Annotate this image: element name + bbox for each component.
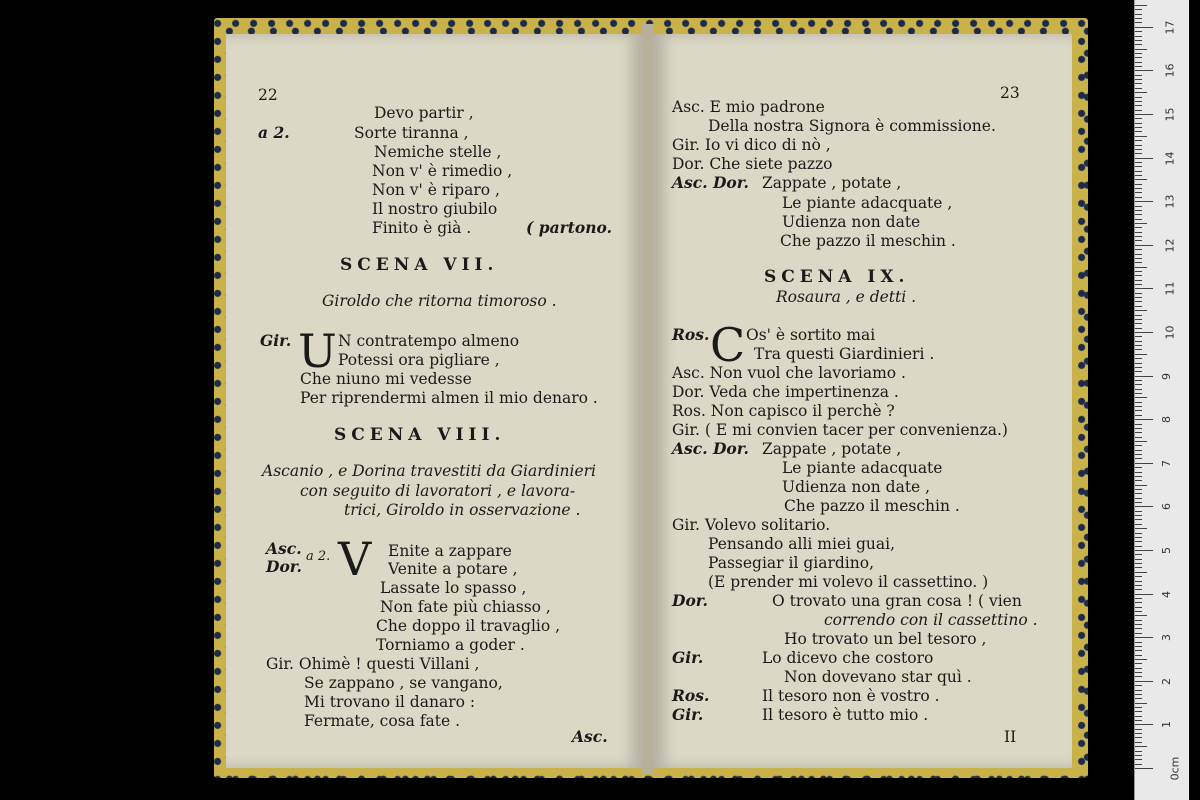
ruler-tick <box>1135 267 1147 268</box>
text-line: Asc. Non vuol che lavoriamo . <box>672 364 906 382</box>
text-line: Se zappano , se vangano, <box>304 674 503 692</box>
ruler-tick <box>1135 567 1142 568</box>
ruler-tick <box>1135 284 1142 285</box>
ruler-tick <box>1135 105 1142 106</box>
speaker-label: Asc. Dor. <box>672 173 749 192</box>
ruler-tick <box>1135 206 1142 207</box>
ruler-tick <box>1135 171 1142 172</box>
text-line: Ho trovato un bel tesoro , <box>784 630 987 648</box>
ruler-tick <box>1135 537 1142 538</box>
ruler-tick <box>1135 472 1142 473</box>
ruler-tick <box>1135 428 1142 429</box>
ruler-tick <box>1135 559 1142 560</box>
ruler-tick <box>1135 458 1142 459</box>
ruler-tick <box>1135 131 1142 132</box>
ruler-tick <box>1135 114 1153 115</box>
ruler-tick <box>1135 136 1147 137</box>
ruler-tick <box>1135 594 1153 595</box>
text-line: Zappate , potate , <box>762 440 902 458</box>
text-line: Non dovevano star quì . <box>784 668 972 686</box>
ruler-tick <box>1135 223 1147 224</box>
ruler-tick <box>1135 707 1142 708</box>
ruler-tick <box>1135 166 1142 167</box>
ruler-tick <box>1135 703 1147 704</box>
ruler-tick <box>1135 118 1142 119</box>
ruler-tick <box>1135 424 1142 425</box>
ruler-tick <box>1135 306 1142 307</box>
ruler-tick <box>1135 620 1142 621</box>
text-line: Che pazzo il meschin . <box>780 232 956 250</box>
ruler-tick <box>1135 240 1142 241</box>
ruler-tick <box>1135 506 1153 507</box>
ruler-tick <box>1135 489 1142 490</box>
stage-direction: ( partono. <box>526 218 613 237</box>
ruler-label: 0cm <box>1168 756 1182 781</box>
speaker-label: Gir. <box>672 648 704 667</box>
speaker-label: Ros. <box>672 325 710 344</box>
ruler-tick <box>1135 288 1153 289</box>
ruler-tick <box>1135 9 1142 10</box>
text-line: O trovato una gran cosa ! ( vien <box>772 592 1022 610</box>
text-line: Torniamo a goder . <box>376 636 525 654</box>
ruler-tick <box>1135 297 1142 298</box>
ruler-tick <box>1135 463 1153 464</box>
ruler-tick <box>1135 676 1142 677</box>
text-line: Asc. E mio padrone <box>672 98 825 116</box>
scene-caption: Giroldo che ritorna timoroso . <box>322 292 557 310</box>
ruler-tick <box>1135 415 1142 416</box>
ruler-tick <box>1135 742 1142 743</box>
ruler-tick <box>1135 254 1142 255</box>
text-line: Udienza non date <box>782 213 921 231</box>
ruler-tick <box>1135 764 1142 765</box>
drop-cap: C <box>710 318 746 372</box>
ruler-tick <box>1135 406 1142 407</box>
ruler-tick <box>1135 450 1142 451</box>
catchword: Asc. <box>572 727 608 746</box>
ruler-tick <box>1135 271 1142 272</box>
ruler-tick <box>1135 659 1147 660</box>
ruler-tick <box>1135 210 1142 211</box>
ruler-tick <box>1135 441 1147 442</box>
text-line: Il tesoro non è vostro . <box>762 687 940 705</box>
ruler-tick <box>1135 720 1142 721</box>
ruler-label: 2 <box>1160 677 1173 685</box>
ruler-tick <box>1135 110 1142 111</box>
ruler-tick <box>1135 44 1142 45</box>
ruler-tick <box>1135 519 1142 520</box>
ruler-tick <box>1135 245 1153 246</box>
ruler-tick <box>1135 336 1142 337</box>
speaker-label: a 2. <box>306 549 331 564</box>
ruler-label: 12 <box>1163 238 1177 253</box>
ruler-tick <box>1135 332 1153 333</box>
ruler-tick <box>1135 293 1142 294</box>
ruler-tick <box>1135 502 1142 503</box>
ruler-tick <box>1135 83 1142 84</box>
ruler-tick <box>1135 5 1147 6</box>
ruler-tick <box>1135 280 1142 281</box>
speaker-label: Asc. <box>266 539 302 558</box>
text-line: Per riprendermi almen il mio denaro . <box>300 389 598 407</box>
text-line: (E prender mi volevo il cassettino. ) <box>708 573 989 591</box>
text-line: Non fate più chiasso , <box>380 598 551 616</box>
text-line: Potessi ora pigliare , <box>338 351 500 369</box>
scene-caption: Rosaura , e detti . <box>776 288 917 306</box>
ruler-tick <box>1135 550 1153 551</box>
ruler-tick <box>1135 737 1142 738</box>
ruler-tick <box>1135 611 1142 612</box>
ruler-tick <box>1135 576 1142 577</box>
ruler-tick <box>1135 598 1142 599</box>
ruler-tick <box>1135 18 1142 19</box>
ruler-tick <box>1135 432 1142 433</box>
ruler-tick <box>1135 628 1142 629</box>
ruler-tick <box>1135 367 1142 368</box>
ruler-tick <box>1135 685 1142 686</box>
ruler-tick <box>1135 219 1142 220</box>
ruler-label: 4 <box>1160 590 1173 598</box>
ruler-tick <box>1135 66 1142 67</box>
ruler-tick <box>1135 476 1142 477</box>
text-line: Ros. Non capisco il perchè ? <box>672 402 895 420</box>
ruler-label: 11 <box>1163 281 1177 296</box>
ruler-tick <box>1135 179 1147 180</box>
text-line: Zappate , potate , <box>762 174 902 192</box>
ruler-tick <box>1135 236 1142 237</box>
scene-caption: con seguito di lavoratori , e lavora- <box>300 482 576 500</box>
text-line: Mi trovano il danaro : <box>304 693 476 711</box>
ruler-tick <box>1135 53 1142 54</box>
ruler-tick <box>1135 153 1142 154</box>
ruler-tick <box>1135 371 1142 372</box>
ruler-tick <box>1135 528 1147 529</box>
speaker-label: a 2. <box>258 123 290 142</box>
ruler-tick <box>1135 546 1142 547</box>
ruler-tick <box>1135 301 1142 302</box>
ruler-tick <box>1135 729 1142 730</box>
scene-heading: SCENA IX. <box>764 267 910 287</box>
ruler-tick <box>1135 637 1153 638</box>
ruler-tick <box>1135 650 1142 651</box>
ruler-tick <box>1135 602 1142 603</box>
speaker-label: Dor. <box>672 591 708 610</box>
ruler-tick <box>1135 467 1142 468</box>
ruler-tick <box>1135 746 1147 747</box>
text-line: Non v' è riparo , <box>372 181 500 199</box>
text-line: Lassate lo spasso , <box>380 579 527 597</box>
ruler-label: 9 <box>1160 372 1173 380</box>
drop-cap: V <box>338 532 372 586</box>
ruler-tick <box>1135 101 1142 102</box>
ruler-tick <box>1135 57 1142 58</box>
ruler-tick <box>1135 751 1142 752</box>
ruler-tick <box>1135 511 1142 512</box>
ruler-tick <box>1135 663 1142 664</box>
speaker-label: Ros. <box>672 686 710 705</box>
ruler-tick <box>1135 79 1142 80</box>
text-line: Dor. Che siete pazzo <box>672 155 833 173</box>
text-line: Udienza non date , <box>782 478 931 496</box>
text-line: Enite a zappare <box>388 542 512 560</box>
ruler-tick <box>1135 437 1142 438</box>
ruler-tick <box>1135 97 1142 98</box>
ruler-tick <box>1135 262 1142 263</box>
ruler-tick <box>1135 389 1142 390</box>
ruler-tick <box>1135 668 1142 669</box>
scene-heading: SCENA VIII. <box>334 425 506 445</box>
ruler-tick <box>1135 624 1142 625</box>
text-line: Che doppo il travaglio , <box>376 617 561 635</box>
text-line: Venite a potare , <box>388 560 518 578</box>
ruler-label: 17 <box>1163 20 1177 35</box>
ruler-tick <box>1135 358 1142 359</box>
ruler-tick <box>1135 533 1142 534</box>
ruler-tick <box>1135 328 1142 329</box>
ruler-tick <box>1135 310 1147 311</box>
ruler-label: 7 <box>1160 459 1173 467</box>
drop-cap: U <box>298 324 337 378</box>
ruler-tick <box>1135 419 1153 420</box>
text-line: Tra questi Giardinieri . <box>754 345 935 363</box>
ruler-tick <box>1135 88 1142 89</box>
speaker-label: Gir. <box>672 705 704 724</box>
ruler-tick <box>1135 572 1147 573</box>
ruler-tick <box>1135 40 1142 41</box>
ruler-tick <box>1135 498 1142 499</box>
page-number: 23 <box>1000 84 1020 102</box>
speaker-label: Gir. <box>260 331 292 350</box>
ruler-label: 10 <box>1163 325 1177 340</box>
ruler-tick <box>1135 275 1142 276</box>
ruler-tick <box>1135 724 1153 725</box>
ruler-tick <box>1135 31 1142 32</box>
text-line: Le piante adacquate <box>782 459 943 477</box>
text-line: Gir. Ohimè ! questi Villani , <box>266 655 480 673</box>
ruler-tick <box>1135 36 1142 37</box>
ruler-tick <box>1135 123 1142 124</box>
ruler-tick <box>1135 249 1142 250</box>
ruler-label: 8 <box>1160 416 1173 424</box>
ruler-tick <box>1135 363 1142 364</box>
ruler-tick <box>1135 585 1142 586</box>
book-gutter <box>642 24 654 774</box>
speaker-label: Dor. <box>266 557 302 576</box>
ruler-tick <box>1135 162 1142 163</box>
stage-direction: correndo con il cassettino . <box>824 611 1038 629</box>
measuring-ruler <box>1134 0 1189 800</box>
ruler-tick <box>1135 184 1142 185</box>
text-line: Gir. Volevo solitario. <box>672 516 831 534</box>
scene-caption: Ascanio , e Dorina travestiti da Giardinieri <box>262 462 596 480</box>
speaker-label: Asc. Dor. <box>672 439 749 458</box>
ruler-tick <box>1135 672 1142 673</box>
ruler-tick <box>1135 480 1142 481</box>
ruler-tick <box>1135 380 1142 381</box>
right-page <box>654 34 1072 768</box>
ruler-tick <box>1135 127 1142 128</box>
text-line: Il nostro giubilo <box>372 200 498 218</box>
ruler-label: 16 <box>1163 63 1177 78</box>
page-number: 22 <box>258 86 278 104</box>
ruler-tick <box>1135 633 1142 634</box>
ruler-tick <box>1135 227 1142 228</box>
ruler-label: 14 <box>1163 151 1177 166</box>
ruler-tick <box>1135 694 1142 695</box>
ruler-tick <box>1135 197 1142 198</box>
ruler-tick <box>1135 323 1142 324</box>
ruler-tick <box>1135 445 1142 446</box>
text-line: Dor. Veda che impertinenza . <box>672 383 899 401</box>
text-line: Gir. Io vi dico di nò , <box>672 136 831 154</box>
ruler-tick <box>1135 201 1153 202</box>
ruler-tick <box>1135 175 1142 176</box>
ruler-tick <box>1135 733 1142 734</box>
text-line: Che pazzo il meschin . <box>784 497 960 515</box>
ruler-tick <box>1135 214 1142 215</box>
ruler-tick <box>1135 22 1142 23</box>
ruler-tick <box>1135 589 1142 590</box>
ruler-tick <box>1135 563 1142 564</box>
ruler-tick <box>1135 258 1142 259</box>
signature-mark: II <box>1004 728 1017 746</box>
ruler-tick <box>1135 454 1142 455</box>
ruler-tick <box>1135 140 1142 141</box>
ruler-tick <box>1135 188 1142 189</box>
ruler-tick <box>1135 70 1153 71</box>
text-line: Os' è sortito mai <box>746 326 876 344</box>
text-line: Nemiche stelle , <box>374 143 502 161</box>
ruler-tick <box>1135 755 1142 756</box>
text-line: N contratempo almeno <box>338 332 520 350</box>
scene-heading: SCENA VII. <box>340 255 499 275</box>
ruler-label: 3 <box>1160 634 1173 642</box>
ruler-tick <box>1135 493 1142 494</box>
ruler-tick <box>1135 149 1142 150</box>
ruler-tick <box>1135 681 1153 682</box>
ruler-tick <box>1135 376 1153 377</box>
ruler-tick <box>1135 315 1142 316</box>
ruler-tick <box>1135 768 1153 769</box>
text-line: Che niuno mi vedesse <box>300 370 472 388</box>
text-line: Non v' è rimedio , <box>372 162 513 180</box>
ruler-tick <box>1135 192 1142 193</box>
text-line: Gir. ( E mi convien tacer per convenienza.) <box>672 421 1008 439</box>
ruler-tick <box>1135 158 1153 159</box>
ruler-tick <box>1135 397 1147 398</box>
left-page <box>226 34 642 768</box>
ruler-label: 1 <box>1160 721 1173 729</box>
ruler-tick <box>1135 319 1142 320</box>
text-line: Finito è già . <box>372 219 472 237</box>
ruler-tick <box>1135 655 1142 656</box>
ruler-tick <box>1135 402 1142 403</box>
ruler-tick <box>1135 690 1142 691</box>
ruler-tick <box>1135 349 1142 350</box>
ruler-tick <box>1135 27 1153 28</box>
ruler-tick <box>1135 711 1142 712</box>
ruler-tick <box>1135 62 1142 63</box>
ruler-tick <box>1135 581 1142 582</box>
ruler-tick <box>1135 716 1142 717</box>
ruler-tick <box>1135 92 1147 93</box>
ruler-tick <box>1135 642 1142 643</box>
ruler-tick <box>1135 759 1142 760</box>
ruler-tick <box>1135 515 1142 516</box>
ruler-tick <box>1135 145 1142 146</box>
ruler-label: 6 <box>1160 503 1173 511</box>
text-line: Devo partir , <box>374 104 474 122</box>
text-line: Pensando alli miei guai, <box>708 535 896 553</box>
ruler-label: 13 <box>1163 194 1177 209</box>
ruler-tick <box>1135 524 1142 525</box>
ruler-tick <box>1135 554 1142 555</box>
ruler-tick <box>1135 14 1142 15</box>
text-line: Fermate, cosa fate . <box>304 712 461 730</box>
ruler-tick <box>1135 485 1147 486</box>
ruler-tick <box>1135 341 1142 342</box>
ruler-tick <box>1135 646 1142 647</box>
ruler-tick <box>1135 345 1142 346</box>
ruler-label: 5 <box>1160 547 1173 554</box>
text-line: Della nostra Signora è commissione. <box>708 117 996 135</box>
ruler-tick <box>1135 384 1142 385</box>
text-line: Passegiar il giardino, <box>708 554 875 572</box>
ruler-tick <box>1135 354 1147 355</box>
text-line: Lo dicevo che costoro <box>762 649 934 667</box>
ruler-tick <box>1135 607 1142 608</box>
ruler-tick <box>1135 698 1142 699</box>
scene-caption: trici, Giroldo in osservazione . <box>344 501 581 519</box>
ruler-tick <box>1135 410 1142 411</box>
ruler-label: 15 <box>1163 107 1177 122</box>
ruler-tick <box>1135 49 1147 50</box>
ruler-tick <box>1135 393 1142 394</box>
ruler-tick <box>1135 75 1142 76</box>
ruler-tick <box>1135 541 1142 542</box>
ruler-tick <box>1135 232 1142 233</box>
ruler-tick <box>1135 615 1147 616</box>
text-line: Sorte tiranna , <box>354 124 469 142</box>
text-line: Il tesoro è tutto mio . <box>762 706 929 724</box>
text-line: Le piante adacquate , <box>782 194 953 212</box>
